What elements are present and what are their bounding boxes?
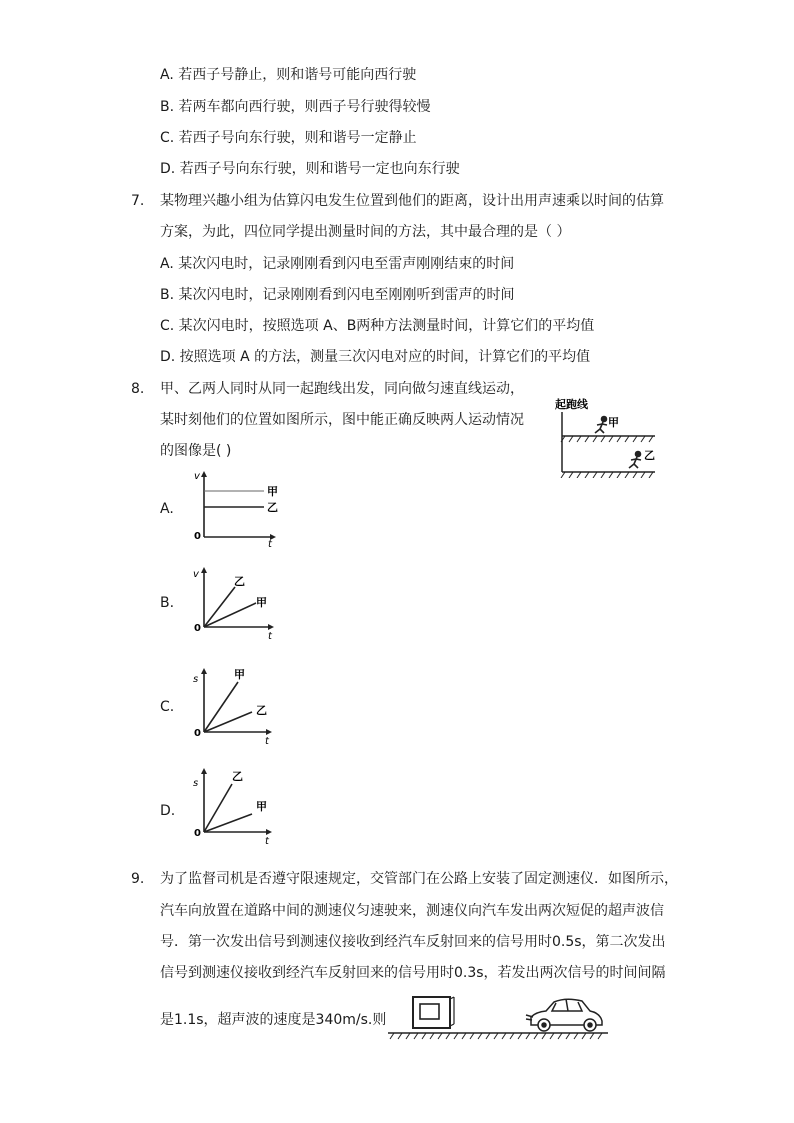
q8-stem-line1: 甲、乙两人同时从同一起跑线出发，同向做匀速直线运动， [160, 381, 524, 397]
graph-a-xlabel: t [268, 539, 272, 547]
graph-b-ylabel: v [193, 569, 199, 580]
q8-number: 8. [131, 381, 145, 397]
runner-jia-label: 甲 [608, 416, 619, 429]
runner-yi-label: 乙 [644, 449, 655, 462]
graph-d-label[interactable]: D. [160, 803, 176, 819]
runner-yi-icon [629, 452, 641, 469]
q7-option-a: A. 某次闪电时，记录刚刚看到闪电至雷声刚刚结束的时间 [160, 256, 515, 272]
graph-a [190, 467, 285, 547]
graph-d-xlabel: t [265, 836, 269, 847]
graph-c-top-label: 甲 [234, 668, 245, 681]
q9-stem-line4: 信号到测速仪接收到经汽车反射回来的信号用时0.3s，若发出两次信号的时间间隔 [160, 965, 666, 981]
q7-option-c: C. 某次闪电时，按照选项 A、B两种方法测量时间，计算它们的平均值 [160, 318, 595, 334]
runner-jia-icon [595, 417, 607, 434]
q7-number: 7. [131, 193, 145, 209]
graph-c-xlabel: t [265, 736, 269, 746]
graph-b-xlabel: t [268, 631, 272, 642]
q9-stem-line5: 是1.1s，超声波的速度是340m/s.则 [160, 1012, 387, 1028]
graph-d-top-label: 乙 [232, 770, 243, 783]
car-icon [526, 999, 602, 1031]
q8-stem-line3: 的图像是( ) [160, 443, 232, 459]
q6-option-a: A. 若西子号静止，则和谐号可能向西行驶 [160, 67, 417, 83]
graph-c-label[interactable]: C. [160, 699, 175, 715]
graph-c-origin: 0 [194, 728, 201, 739]
q7-option-d: D. 按照选项 A 的方法，测量三次闪电对应的时间，计算它们的平均值 [160, 349, 591, 365]
graph-c [190, 664, 285, 746]
q9-stem-line3: 号．第一次发出信号到测速仪接收到经汽车反射回来的信号用时0.5s，第二次发出 [160, 934, 666, 950]
graph-a-top-label: 甲 [267, 485, 278, 498]
q6-option-b: B. 若两车都向西行驶，则西子号行驶得较慢 [160, 99, 431, 115]
graph-d-ylabel: s [193, 778, 199, 789]
q7-option-b: B. 某次闪电时，记录刚刚看到闪电至刚刚听到雷声的时间 [160, 287, 515, 303]
speed-meter-figure [386, 993, 612, 1041]
q9-number: 9. [131, 871, 145, 887]
graph-b-top-label: 乙 [234, 575, 245, 588]
q9-stem-line1: 为了监督司机是否遵守限速规定，交管部门在公路上安装了固定测速仪．如图所示， [160, 871, 678, 887]
graph-b-origin: 0 [194, 623, 201, 634]
q7-stem-line2: 方案，为此，四位同学提出测量时间的方法，其中最合理的是（ ） [160, 224, 571, 240]
graph-b [190, 563, 285, 643]
graph-c-bottom-label: 乙 [256, 704, 267, 717]
graph-c-ylabel: s [193, 674, 199, 685]
graph-b-label[interactable]: B. [160, 595, 175, 611]
graph-a-label[interactable]: A. [160, 501, 174, 517]
runners-figure [555, 392, 665, 478]
q7-stem-line1: 某物理兴趣小组为估算闪电发生位置到他们的距离，设计出用声速乘以时间的估算 [160, 193, 664, 209]
graph-d-origin: 0 [194, 828, 201, 839]
q6-option-c: C. 若西子号向东行驶，则和谐号一定静止 [160, 130, 417, 146]
graph-a-bottom-label: 乙 [267, 501, 278, 514]
speed-meter-icon [413, 997, 454, 1028]
graph-a-ylabel: v [194, 471, 200, 482]
graph-b-bottom-label: 甲 [256, 596, 267, 609]
graph-a-origin: 0 [194, 531, 201, 542]
graph-d-bottom-label: 甲 [256, 800, 267, 813]
q9-stem-line2: 汽车向放置在道路中间的测速仪匀速驶来，测速仪向汽车发出两次短促的超声波信 [160, 903, 664, 919]
q6-option-d: D. 若西子号向东行驶，则和谐号一定也向东行驶 [160, 161, 460, 177]
q8-stem-line2: 某时刻他们的位置如图所示，图中能正确反映两人运动情况 [160, 412, 524, 428]
graph-d [190, 764, 285, 848]
start-line-label: 起跑线 [555, 398, 588, 411]
